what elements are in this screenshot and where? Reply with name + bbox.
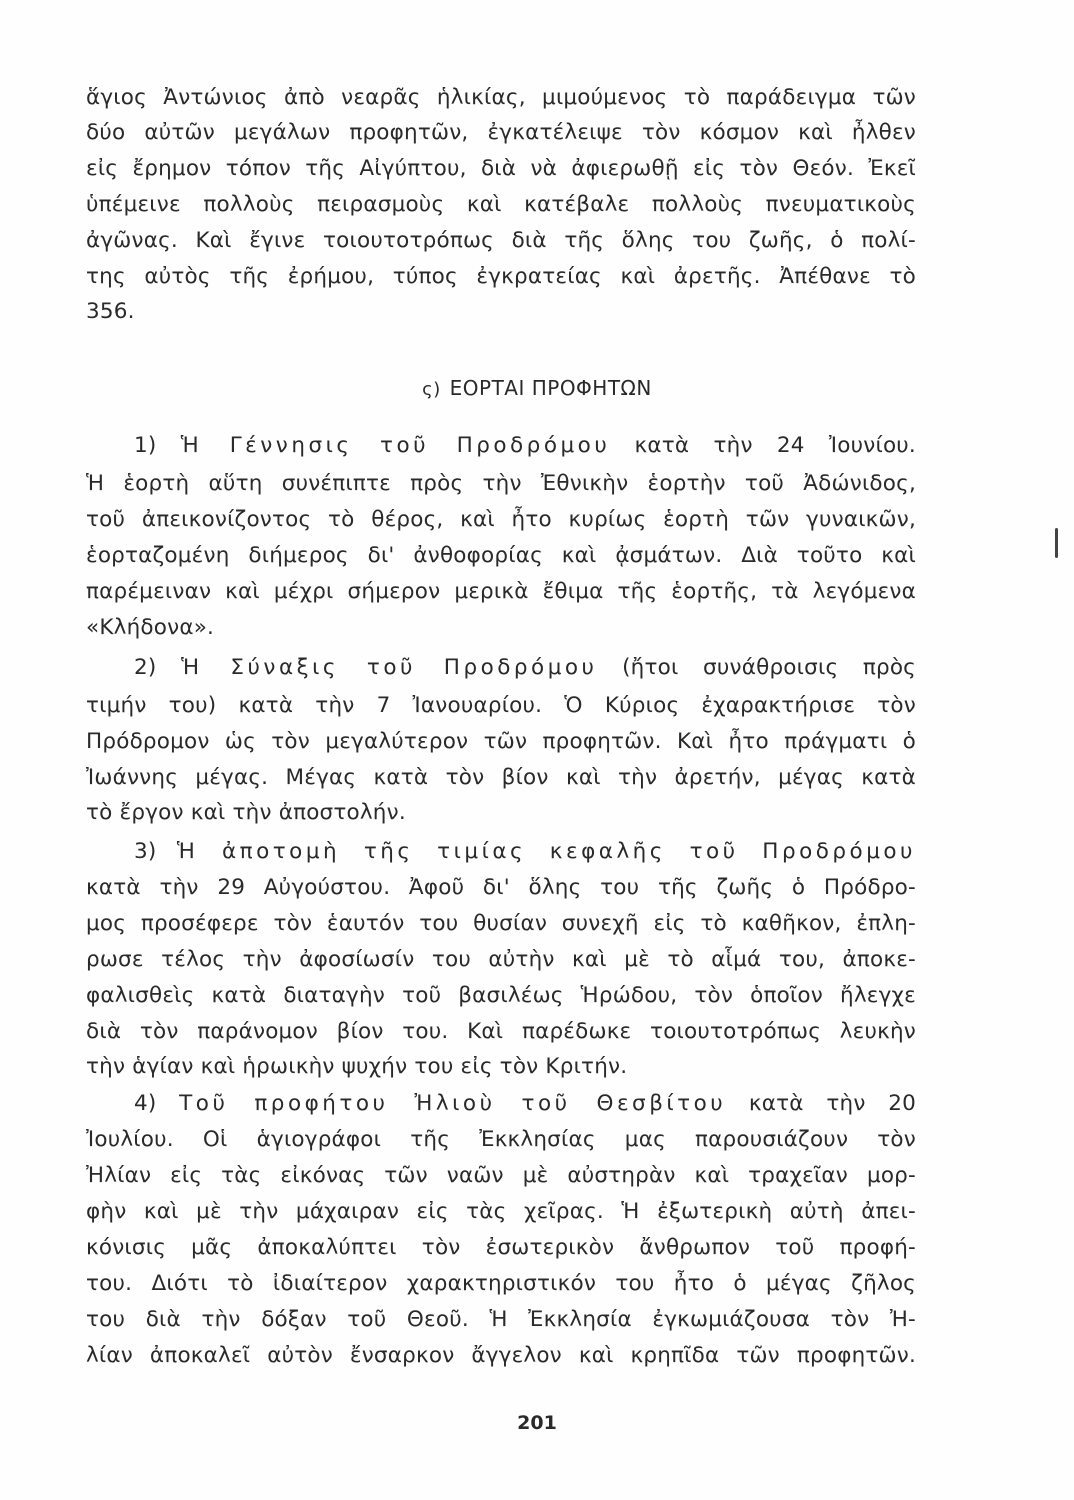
text-line: κόνισις μᾶς ἀποκαλύπτει τὸν ἐσωτερικὸν ἄνθρωπον τοῦ προφή- [86, 1235, 916, 1260]
section-heading [0, 370, 1074, 406]
text-line: ἅγιος Ἀντώνιος ἀπὸ νεαρᾶς ἡλικίας, μιμούμενος τὸ παράδειγμα τῶν [86, 85, 916, 110]
item-number: 3) [134, 839, 157, 864]
text-line: του διὰ τὴν δόξαν τοῦ Θεοῦ. Ἡ Ἐκκλησία ἐγκωμιάζουσα τὸν Ἠ- [86, 1307, 916, 1332]
item-number: 2) [134, 655, 157, 680]
text-line: 356. [86, 299, 135, 324]
text-line: παρέμειναν καὶ μέχρι σήμερον μερικὰ ἔθιμα τῆς ἑορτῆς, τὰ λεγόμενα [86, 579, 916, 604]
text-line: εἰς ἔρημον τόπον τῆς Αἰγύπτου, διὰ νὰ ἀφιερωθῇ εἰς τὸν Θεόν. Ἐκεῖ [86, 156, 916, 181]
text-line: φὴν καὶ μὲ τὴν μάχαιραν εἰς τὰς χεῖρας. Ἡ ἐξωτερικὴ αὐτὴ ἀπει- [86, 1199, 916, 1224]
text-line: φαλισθεὶς κατὰ διαταγὴν τοῦ βασιλέως Ἡρώδου, τὸν ὁποῖον ἤλεγχε [86, 983, 916, 1008]
text-line: λίαν ἀποκαλεῖ αὐτὸν ἔνσαρκον ἄγγελον καὶ κρηπῖδα τῶν προφητῶν. [86, 1343, 916, 1368]
text-line: ἑορταζομένη διήμερος δι' ἀνθοφορίας καὶ ᾀσμάτων. Διὰ τοῦτο καὶ [86, 543, 916, 568]
item-text: κατὰ τὴν 24 Ἰουνίου. [634, 433, 916, 458]
item-3-first-line [134, 832, 916, 872]
text-line: Ἠλίαν εἰς τὰς εἰκόνας τῶν ναῶν μὲ αὐστηρὰν καὶ τραχεῖαν μορ- [86, 1163, 916, 1188]
section-marker: ς) [422, 379, 441, 400]
text-line: τιμήν του) κατὰ τὴν 7 Ἰανουαρίου. Ὁ Κύριος ἐχαρακτήρισε τὸν [86, 693, 916, 718]
section-title: ΕΟΡΤΑΙ ΠΡΟΦΗΤΩΝ [449, 376, 652, 400]
text-line: Ἰωάννης μέγας. Μέγας κατὰ τὸν βίον καὶ τὴν ἀρετήν, μέγας κατὰ [86, 765, 916, 790]
item-2-first-line [134, 648, 916, 688]
text-line: του. Διότι τὸ ἰδιαίτερον χαρακτηριστικόν του ἦτο ὁ μέγας ζῆλος [86, 1271, 916, 1296]
text-line: τὸ ἔργον καὶ τὴν ἀποστολήν. [86, 800, 406, 825]
text-line: τοῦ ἀπεικονίζοντος τὸ θέρος, καὶ ἦτο κυρίως ἑορτὴ τῶν γυναικῶν, [86, 507, 916, 532]
text-line: Ἡ ἑορτὴ αὕτη συνέπιπτε πρὸς τὴν Ἐθνικὴν ἑορτὴν τοῦ Ἀδώνιδος, [86, 471, 916, 496]
text-line: διὰ τὸν παράνομον βίον του. Καὶ παρέδωκε τοιουτοτρόπως λευκὴν [86, 1019, 916, 1044]
text-line: δύο αὐτῶν μεγάλων προφητῶν, ἐγκατέλειψε τὸν κόσμον καὶ ἦλθεν [86, 120, 916, 145]
item-title: Τοῦ προφήτου Ἠλιοὺ τοῦ Θεσβίτου [179, 1091, 727, 1116]
item-title: Ἡ Γέννησις τοῦ Προδρόμου [180, 433, 611, 458]
scan-speck [1055, 528, 1058, 558]
item-title: Ἡ ἀποτομὴ τῆς τιμίας κεφαλῆς τοῦ Προδρόμου [176, 839, 916, 864]
item-text: κατὰ τὴν 20 [748, 1091, 916, 1116]
text-line: μος προσέφερε τὸν ἑαυτόν του θυσίαν συνεχῆ εἰς τὸ καθῆκον, ἐπλη- [86, 911, 916, 936]
item-title: Ἡ Σύναξις τοῦ Προδρόμου [181, 655, 598, 680]
text-line: τὴν ἁγίαν καὶ ἡρωικὴν ψυχήν του εἰς τὸν Κριτήν. [86, 1054, 628, 1079]
text-line: ἀγῶνας. Καὶ ἔγινε τοιουτοτρόπως διὰ τῆς ὅλης του ζωῆς, ὁ πολί- [86, 228, 916, 253]
text-line: Ἰουλίου. Οἱ ἁγιογράφοι τῆς Ἐκκλησίας μας παρουσιάζουν τὸν [86, 1127, 916, 1152]
text-line: ρωσε τέλος τὴν ἀφοσίωσίν του αὐτὴν καὶ μὲ τὸ αἷμά του, ἀποκε- [86, 947, 916, 972]
item-text: (ἤτοι συνάθροισις πρὸς [622, 655, 916, 680]
item-1-first-line [134, 426, 916, 466]
text-line: κατὰ τὴν 29 Αὐγούστου. Ἀφοῦ δι' ὅλης του τῆς ζωῆς ὁ Πρόδρο- [86, 875, 916, 900]
text-line: της αὐτὸς τῆς ἐρήμου, τύπος ἐγκρατείας καὶ ἀρετῆς. Ἀπέθανε τὸ [86, 264, 916, 289]
item-number: 4) [134, 1091, 157, 1116]
text-line: «Κλήδονα». [86, 615, 215, 640]
page-number: 201 [517, 1412, 557, 1434]
item-number: 1) [134, 433, 157, 458]
text-line: ὑπέμεινε πολλοὺς πειρασμοὺς καὶ κατέβαλε πολλοὺς πνευματικοὺς [86, 192, 916, 217]
item-4-first-line [134, 1084, 916, 1124]
text-line: Πρόδρομον ὡς τὸν μεγαλύτερον τῶν προφητῶν. Καὶ ἦτο πράγματι ὁ [86, 729, 916, 754]
